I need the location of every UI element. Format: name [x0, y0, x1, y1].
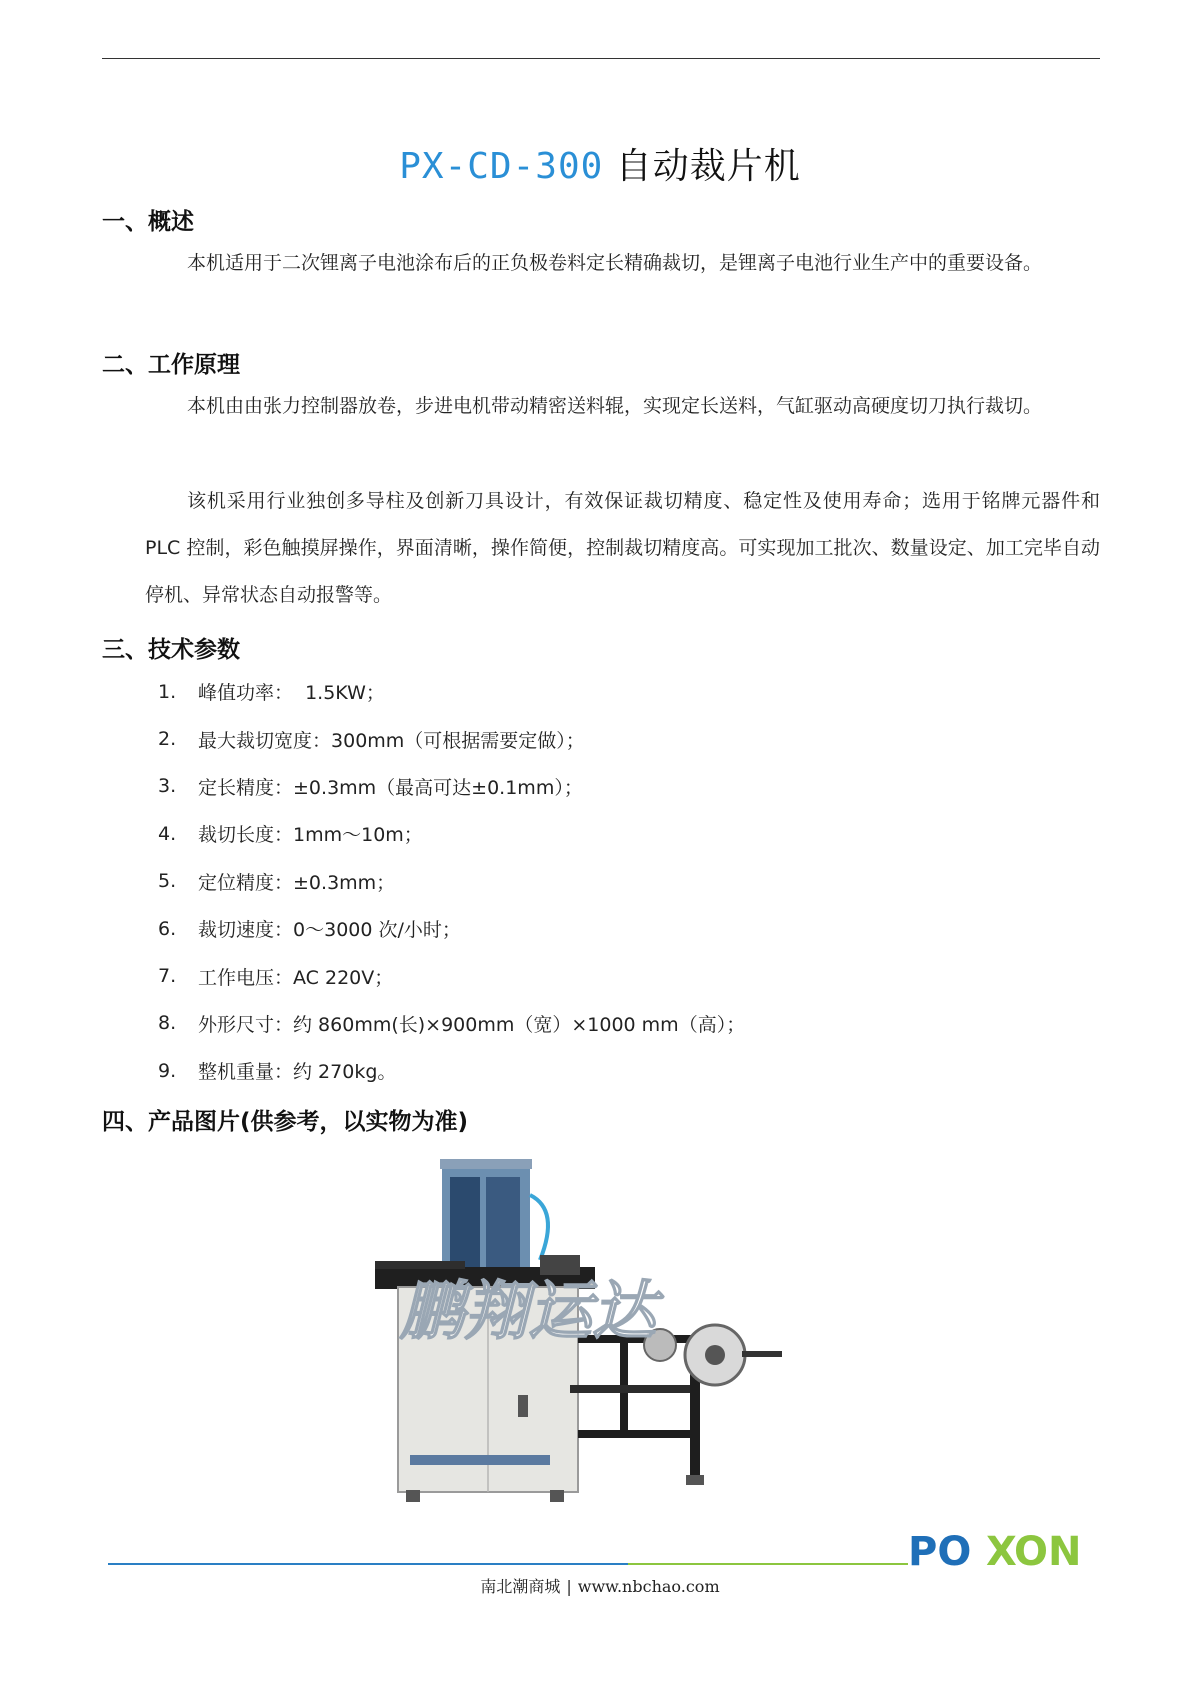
document-title: [0, 138, 1200, 189]
machine-top-plate: [440, 1159, 532, 1169]
machine-air-hose: [530, 1195, 548, 1260]
logo-letters-green: ON: [1014, 1529, 1082, 1571]
heading-overview: 一、概述: [102, 209, 194, 235]
logo-letter-x: X: [986, 1529, 1017, 1571]
machine-nameplate: [410, 1455, 550, 1465]
machine-cylinder: [486, 1177, 520, 1267]
spec-item: [158, 952, 745, 999]
footer-url-link[interactable]: www.nbchao.com: [577, 1577, 720, 1596]
spec-label: 整机重量：: [198, 1061, 294, 1084]
machine-cabinet-lock: [518, 1395, 528, 1417]
header-rule: [102, 58, 1100, 59]
spec-number: 1.: [158, 680, 177, 703]
title-model: PX-CD-300: [399, 146, 604, 187]
spec-number: 9.: [158, 1059, 177, 1082]
heading-specs: 三、技术参数: [102, 637, 240, 663]
spec-label: 定长精度：: [198, 776, 294, 799]
spec-item: [158, 668, 745, 715]
spec-label: 定位精度：: [198, 871, 294, 894]
spec-value: AC 220V；: [293, 966, 394, 989]
machine-foot: [406, 1490, 420, 1502]
spec-item: [158, 763, 745, 810]
spec-item: [158, 905, 745, 952]
principle-paragraph-2: 该机采用行业独创多导柱及创新刀具设计，有效保证裁切精度、稳定性及使用寿命；选用于铭牌元器件和 PLC 控制，彩色触摸屏操作，界面清晰，操作简便，控制裁切精度高。可实现加工批次、数量设定、加工完毕自动停机、异常状态自动报警等。: [145, 490, 1100, 606]
heading-principle: 二、工作原理: [102, 352, 240, 378]
machine-foot: [550, 1490, 564, 1502]
spec-list: [158, 668, 745, 1095]
spec-number: 6.: [158, 917, 177, 940]
machine-photo: [370, 1155, 800, 1510]
spec-number: 3.: [158, 775, 177, 798]
spec-label: 峰值功率：: [198, 682, 294, 705]
machine-foot: [686, 1475, 704, 1485]
footer-separator: |: [566, 1577, 572, 1596]
photo-watermark: 鹏翔运达: [400, 1275, 656, 1349]
heading-photo: 四、产品图片(供参考，以实物为准): [102, 1109, 469, 1135]
logo-letters-blue: PO: [908, 1529, 972, 1571]
machine-crank-handle: [742, 1351, 782, 1357]
footer-text: [0, 1574, 1200, 1597]
spec-number: 2.: [158, 728, 177, 751]
machine-motor-hub: [705, 1345, 725, 1365]
spec-value: 300mm（可根据需要定做）；: [331, 729, 585, 752]
spec-label: 最大裁切宽度：: [198, 729, 332, 752]
spec-label: 裁切速度：: [198, 919, 294, 942]
spec-value: 1.5KW；: [293, 682, 385, 705]
spec-label: 裁切长度：: [198, 824, 294, 847]
spec-number: 4.: [158, 822, 177, 845]
footer-rule-green: [628, 1563, 908, 1565]
spec-value: 0～3000 次/小时；: [293, 919, 461, 942]
spec-number: 7.: [158, 965, 177, 988]
machine-cylinder: [450, 1177, 480, 1267]
machine-shaft: [570, 1385, 690, 1393]
spec-value: 1mm～10m；: [293, 824, 423, 847]
spec-item: [158, 715, 745, 762]
footer-rule-blue: [108, 1563, 628, 1565]
poxon-logo: [908, 1527, 1104, 1571]
title-name: 自动裁片机: [603, 146, 801, 187]
spec-number: 5.: [158, 870, 177, 893]
machine-roller: [540, 1255, 580, 1275]
spec-value: 约 270kg。: [293, 1061, 397, 1084]
spec-item: [158, 1000, 745, 1047]
spec-item: [158, 1047, 745, 1094]
footer-site-name: 南北潮商城: [480, 1577, 561, 1596]
spec-label: 工作电压：: [198, 966, 294, 989]
machine-frame-rail: [578, 1430, 698, 1438]
spec-number: 8.: [158, 1012, 177, 1035]
overview-paragraph: 本机适用于二次锂离子电池涂布后的正负极卷料定长精确裁切，是锂离子电池行业生产中的重要设备。: [187, 252, 1043, 274]
spec-value: 约 860mm(长)×900mm（宽）×1000 mm（高）；: [293, 1013, 746, 1036]
spec-label: 外形尺寸：: [198, 1013, 294, 1036]
spec-value: ±0.3mm（最高可达±0.1mm）；: [293, 776, 583, 799]
principle-paragraph-1: 本机由由张力控制器放卷，步进电机带动精密送料辊，实现定长送料，气缸驱动高硬度切刀执行裁切。: [187, 395, 1043, 417]
spec-value: ±0.3mm；: [293, 871, 396, 894]
spec-item: [158, 810, 745, 857]
spec-item: [158, 858, 745, 905]
machine-feed-plate: [375, 1261, 465, 1269]
